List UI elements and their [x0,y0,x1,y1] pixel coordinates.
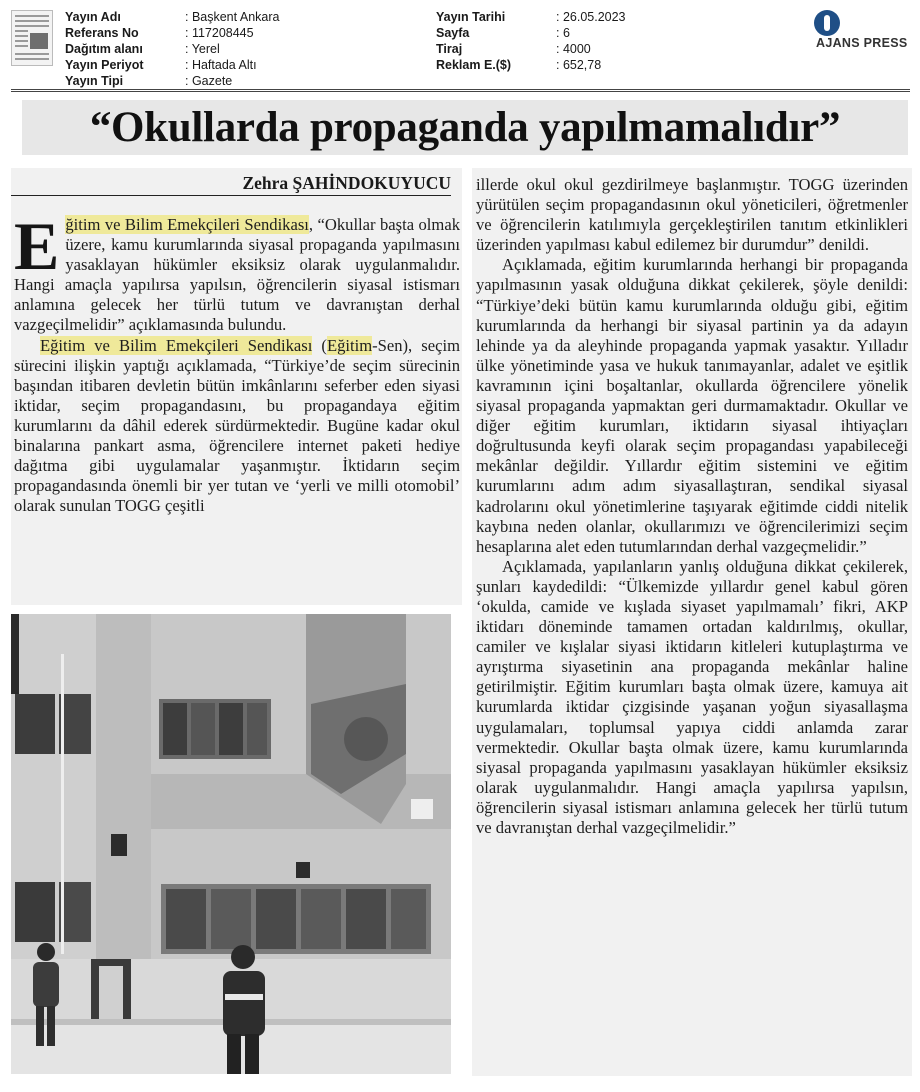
meta-value: : Gazete [185,74,233,88]
meta-label: Sayfa [436,26,470,40]
paragraph-text: , “Okullar başta olmak üzere, kamu kurumlarında siyasal propaganda yapılmasını yasaklayan hükümler eksiksiz olarak uygulanmalıdır. Hangi amaçla yapılırsa yapılsın, öğrencilerin siyasal istismarı anlamına gelecek her türlü tutum ve davranıştan derhal vazgeçilmelidir” açıklamasında bulundu. [14,215,460,335]
article-paragraph: Açıklamada, eğitim kurumlarında herhangi bir propaganda yapılmasının yasak olduğuna dikkat çekilerek, şöyle denildi: “Türkiye’deki bütün kamu kurumlarında olduğu gibi, eğitim kurumlarında da herhangi bir siyasal partinin ya da adayın lehinde ya da aleyhinde propaganda yapmak yasaktır. Yılladır ülke yönetiminde yasa ve hukuk tanımayanlar, adalet ve eşitlik kavramının içini boşaltanlar, okullarda öğrencilere yönelik siyasal propaganda yapmaktan geri durmamaktadır. Okullar ve diğer eğitim kurumları, iktidarın siyasal ihtiyaçları doğrultusunda keyfi olarak seçim propagandası yapabileceği mekânlar değildir. Yıllardır eğitim sistemini ve eğitim kurumlarını adım adım siyasallaştıran, sendikal siyasal kadrolarını okul yönetimlerine taşıyarak eğitimde ciddi nitelik kaybına neden olanlar, okullarımızı ve öğrencilerimizi seçim hesaplarına alet eden tutumlarından derhal vazgeçmelidir.” [476,255,908,556]
meta-value: : 26.05.2023 [556,10,626,24]
publication-stats [436,9,626,73]
article-photo[interactable] [11,614,451,1074]
publication-info [65,9,280,89]
ajans-press-logo-icon [814,10,840,36]
article-paragraph [14,336,460,517]
highlighted-text: ğitim ve Bilim Emekçileri Sendikası [65,215,309,234]
byline: Zehra ŞAHİNDOKUYUCU [11,172,451,196]
article-left-column [14,208,460,516]
highlighted-text: Eğitim [326,335,373,355]
meta-label: Yayın Periyot [65,58,144,72]
logo-text: AJANS PRESS [816,36,908,50]
ajans-press-logo [814,10,910,52]
drop-cap: E [14,208,60,284]
meta-label: Referans No [65,26,139,40]
meta-label: Yayın Tarihi [436,10,506,24]
meta-label: Dağıtım alanı [65,42,143,56]
meta-value: : 4000 [556,42,591,56]
paragraph-text: ( [312,335,327,355]
school-building-photo [11,614,451,1074]
meta-label: Yayın Tipi [65,74,124,88]
meta-value: : 117208445 [185,26,254,40]
meta-label: Tiraj [436,42,463,56]
article-right-column [476,175,908,838]
article-paragraph: illerde okul okul gezdirilmeye başlanmıştır. TOGG üzerinden yürütülen seçim propagandasının okul yöneticileri, öğretmenler ve öğrencilerin katılımıyla gerçekleştirilen tanıtım etkinlikleri üzerinden yapılması kabul edilemez bir durumdur” denildi. [476,175,908,255]
article-paragraph: Açıklamada, yapılanların yanlış olduğuna dikkat çekilerek, şunları kaydedildi: “Ülkemizde yıllardır genel kabul gören ‘okulda, camide ve kışlada siyaset yapılmamalı’ fikri, AKP iktidarı döneminde tamamen ortadan kaldırılmış, okullar, camiler ve kışlalar siyasi iktidarın kitleleri kutuplaştırma ve ayrıştırma siyasetinin ana propaganda mekânlar haline getirilmiştir. Eğitim kurumları başta olmak üzere, kamuya ait kurumlarda iktidar çizgisinde yaşanan yoğun siyasallaşma uygulamaları, toplumsal yapıya ciddi anlamda zarar vermektedir. Okullar başta olmak üzere, kamu kurumlarında siyasal propaganda yapılmasını yasaklayan hükümler eksiksiz olarak uygulanmalıdır. Hangi amaçla yapılırsa yapılsın, öğrencilerin siyasal istismarı anlamına gelecek her türlü tutum ve davranıştan derhal vazgeçilmelidir.” [476,556,908,837]
meta-label: Reklam E.($) [436,58,512,72]
page-thumbnail[interactable] [11,10,53,66]
paragraph-text: -Sen), seçim sürecini ilişkin yaptığı açıklamada, “Türkiye’de seçim sürecinin başından itibaren devletin bütün imkânlarını seferber eden siyasi iktidar, seçim propagandasını, bu propagandaya eğitim kurumlarını da dâhil ederek sürdürmektedir. Bugüne kadar okul binalarına pankart asma, öğrencilere internet paketi hediye dağıtma gibi uygulamalar yaşanmıştır. İktidarın seçim propagandasında önemli bir yer tutan ve ‘yerli ve milli otomobil’ olarak sunulan TOGG çeşitli [14,335,460,516]
article-paragraph [14,208,460,336]
headline: “Okullarda propaganda yapılmamalıdır” [89,104,841,151]
meta-label: Yayın Adı [65,10,121,24]
meta-value: : Başkent Ankara [185,10,280,24]
meta-value: : Haftada Altı [185,58,257,72]
header-divider [11,91,910,92]
highlighted-text: Eğitim ve Bilim Emekçileri Sendikası [40,335,313,355]
meta-value: : 6 [556,26,570,40]
meta-value: : Yerel [185,42,220,56]
meta-value: : 652,78 [556,58,602,72]
header-divider [11,89,910,90]
